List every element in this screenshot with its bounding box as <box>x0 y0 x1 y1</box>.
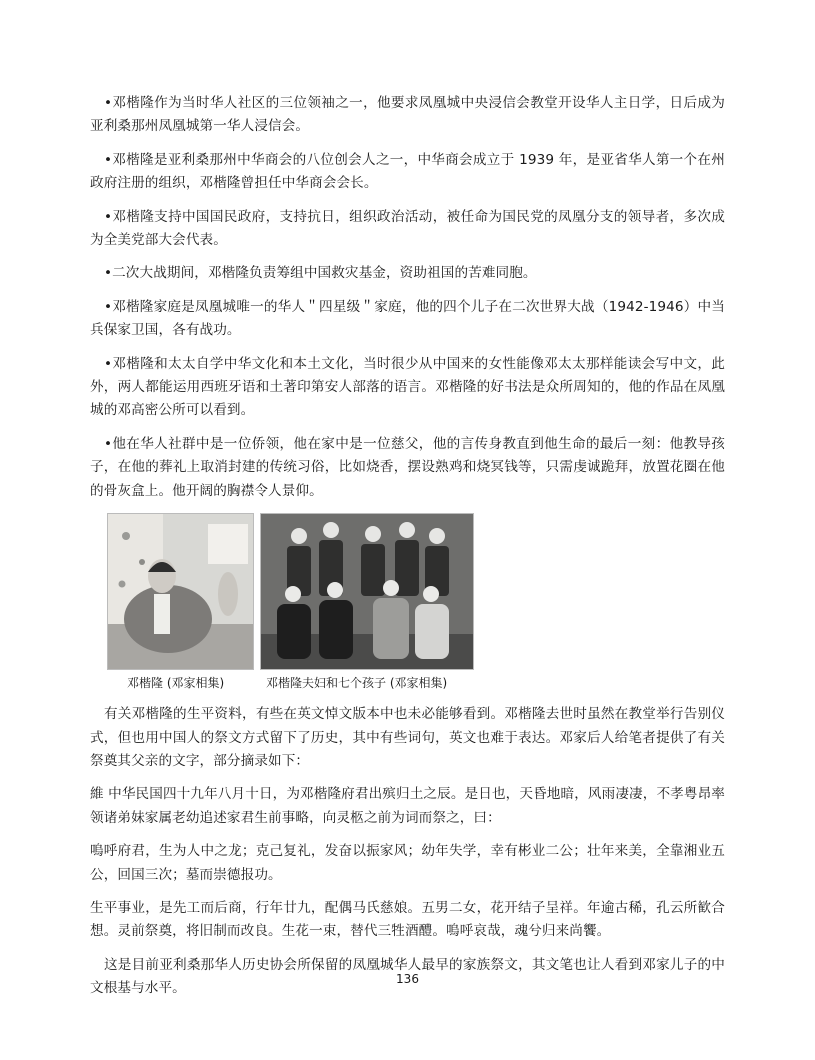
paragraph: •邓楷隆支持中国国民政府，支持抗日，组织政治活动，被任命为国民党的凤凰分支的领导者，多次成为全美党部大会代表。 <box>90 208 725 249</box>
paragraph: •邓楷隆和太太自学中华文化和本土文化，当时很少从中国来的女性能像邓太太那样能读会写中文，此外，两人都能运用西班牙语和土著印第安人部落的语言。邓楷隆的好书法是众所周知的，他的作品在凤凰城的邓高密公所可以看到。 <box>90 355 725 419</box>
page-number: 136 <box>396 972 419 986</box>
paragraph: •他在华人社群中是一位侨领，他在家中是一位慈父，他的言传身教直到他生命的最后一刻：他教导孩子，在他的葬礼上取消封建的传统习俗，比如烧香，摆设熟鸡和烧冥钱等，只需虔诚跪拜，放置花圈在他的骨灰盒上。他开阔的胸襟令人景仰。 <box>90 435 725 499</box>
photo-caption: 邓楷隆 (邓家相集) <box>127 676 225 691</box>
paragraph: •邓楷隆是亚利桑那州中华商会的八位创会人之一，中华商会成立于 1939 年，是亚省华人第一个在州政府注册的组织，邓楷隆曾担任中华商会会长。 <box>90 151 725 192</box>
document-body <box>90 92 725 1011</box>
paragraph: •邓楷隆作为当时华人社区的三位领袖之一，他要求凤凰城中央浸信会教堂开设华人主日学，日后成为亚利桑那州凤凰城第一华人浸信会。 <box>90 95 725 135</box>
family-photo <box>260 513 474 670</box>
paragraph: 維 中华民国四十九年八月十日，为邓楷隆府君出殡归土之辰。是日也，天昏地暗，风雨凄凄，不孝粤昂率领诸弟妹家属老幼追述家君生前事略，向灵柩之前为词而祭之，曰： <box>90 786 725 826</box>
photo-group <box>90 513 725 693</box>
paragraph: 这是目前亚利桑那华人历史协会所保留的凤凰城华人最早的家族祭文，其文笔也让人看到邓家儿子的中文根基与水平。 <box>90 956 725 997</box>
paragraph: 嗚呼府君，生为人中之龙；克己复礼，发奋以振家风；幼年失学，幸有彬业二公；壮年来美，全靠湘业五公，回国三次；墓而崇德报功。 <box>90 843 725 883</box>
paragraph: •邓楷隆家庭是凤凰城唯一的华人＂四星级＂家庭，他的四个儿子在二次世界大战（1942-1946）中当兵保家卫国，各有战功。 <box>90 298 725 339</box>
portrait-photo <box>107 513 254 670</box>
paragraph: •二次大战期间，邓楷隆负责筹组中国救灾基金，资助祖国的苦难同胞。 <box>104 265 537 282</box>
paragraph: 生平事业，是先工而后商，行年廿九，配偶马氏慈娘。五男二女，花开结子呈祥。年逾古稀，孔云所歓合想。灵前祭奠，将旧制而改良。生花一束，替代三牲酒醴。嗚呼哀哉，魂兮归来尚饗。 <box>90 899 725 940</box>
paragraph: 有关邓楷隆的生平资料，有些在英文悼文版本中也未必能够看到。邓楷隆去世时虽然在教堂举行告别仪式，但也用中国人的祭文方式留下了历史，其中有些词句，英文也难于表达。邓家后人给笔者提供了有关祭奠其父亲的文字，部分摘录如下： <box>90 706 725 769</box>
photo-caption: 邓楷隆夫妇和七个孩子 (邓家相集) <box>266 676 448 691</box>
